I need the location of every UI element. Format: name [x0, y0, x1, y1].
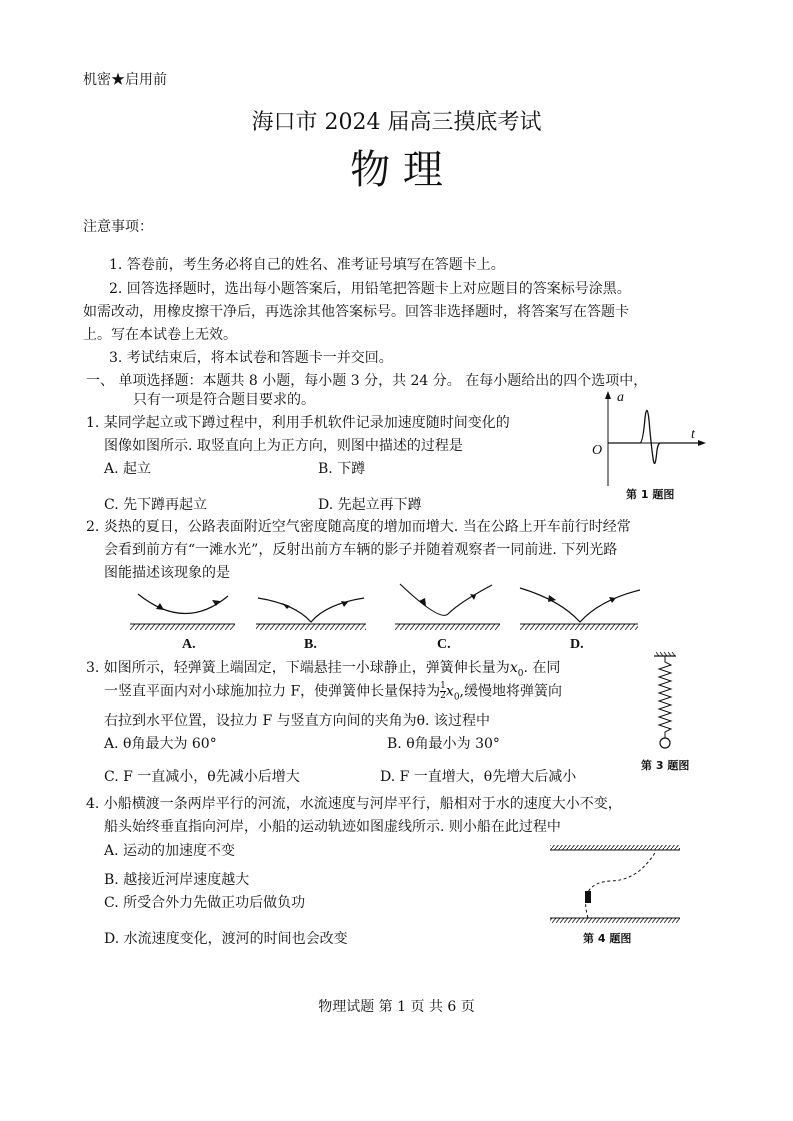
q2-option-d-diagram	[520, 588, 640, 630]
q4-option-d: D. 水流速度变化，渡河的时间也会改变	[104, 931, 348, 947]
exam-title: 海口市 2024 届高三摸底考试	[251, 110, 542, 135]
q3-stem-line-3: 右拉到水平位置，设拉力 F 与竖直方向间的夹角为θ. 该过程中	[104, 713, 490, 729]
q2-label-c: C.	[437, 637, 451, 652]
q4-figure	[548, 843, 683, 928]
note-2-line-2: 如需改动，用橡皮擦干净后，再选涂其他答案标号。回答非选择题时，将答案写在答题卡	[83, 304, 629, 320]
q2-option-c-diagram	[395, 584, 500, 630]
q3-option-c: C. F 一直减小，θ先减小后增大	[104, 769, 300, 785]
note-2-line-3: 上。写在本试卷上无效。	[83, 327, 237, 343]
q2-figure	[130, 582, 650, 637]
q3-figure	[650, 652, 680, 752]
q3-figure-caption: 第 3 题图	[641, 759, 690, 772]
q2-option-b-diagram	[256, 598, 366, 630]
q4-figure-caption: 第 4 题图	[583, 932, 632, 945]
q4-stem-line-2: 船头始终垂直指向河岸，小船的运动轨迹如图虚线所示. 则小船在此过程中	[104, 819, 561, 835]
q1-option-a: A. 起立	[104, 461, 152, 477]
q3-frac-den: 2	[440, 691, 446, 701]
page-footer: 物理试题 第 1 页 共 6 页	[318, 999, 475, 1015]
q2-label-d: D.	[570, 637, 584, 652]
q3-stem-1b: . 在同	[523, 660, 561, 676]
q3-stem-2b: ,缓慢地将弹簧向	[459, 683, 562, 700]
note-1: 1. 答卷前，考生务必将自己的姓名、准考证号填写在答题卡上。	[109, 257, 505, 273]
q1-option-d: D. 先起立再下蹲	[318, 497, 422, 513]
q2-option-a-diagram	[130, 594, 235, 630]
q4-option-a: A. 运动的加速度不变	[104, 843, 236, 859]
section-1-instruction: 只有一项是符合题目要求的。	[133, 392, 315, 408]
q1-origin-label: O	[592, 443, 603, 458]
note-2-line-1: 2. 回答选择题时，选出每小题答案后，用铅笔把答题卡上对应题目的答案标号涂黑。	[109, 281, 631, 297]
q1-stem-line-1: 1. 某同学起立或下蹲过程中，利用手机软件记录加速度随时间变化的	[86, 415, 510, 431]
q3-x0-symbol: x	[509, 660, 518, 676]
q4-stem-line-1: 4. 小船横渡一条两岸平行的河流，水流速度与河岸平行，船相对于水的速度大小不变，	[86, 796, 622, 812]
q4-option-c: C. 所受合外力先做正功后做负功	[104, 895, 306, 911]
q3-stem-2a: 一竖直平面内对小球施加拉力 F，使弹簧伸长量保持为	[104, 683, 441, 700]
q3-option-b: B. θ角最小为 30°	[387, 736, 500, 752]
section-1-header: 一、 单项选择题：本题共 8 小题，每小题 3 分，共 24 分。 在每小题给出的四个选项中，	[86, 373, 648, 389]
q2-stem-line-1: 2. 炎热的夏日，公路表面附近空气密度随高度的增加而增大. 当在公路上开车前行时经常	[86, 519, 631, 535]
q3-x0-subscript-2: 0	[453, 692, 460, 703]
q1-figure-caption: 第 1 题图	[626, 488, 675, 501]
q1-axis-a-label: a	[617, 390, 624, 405]
q1-axis-t-label: t	[691, 427, 695, 442]
q3-stem-1a: 3. 如图所示，轻弹簧上端固定，下端悬挂一小球静止，弹簧伸长量为	[86, 660, 510, 676]
q3-option-a: A. θ角最大为 60°	[104, 736, 217, 752]
q3-x0-subscript: 0	[517, 668, 524, 679]
q1-option-c: C. 先下蹲再起立	[104, 497, 208, 513]
q1-stem-line-2: 图像如图所示. 取竖直向上为正方向，则图中描述的过程是	[104, 438, 463, 454]
q4-option-b: B. 越接近河岸速度越大	[104, 872, 250, 888]
subject-title: 物 理	[350, 147, 443, 193]
q3-option-d: D. F 一直增大，θ先增大后减小	[380, 769, 577, 785]
q1-figure	[588, 388, 708, 488]
note-3: 3. 考试结束后，将本试卷和答题卡一并交回。	[109, 350, 393, 366]
q2-stem-line-3: 图能描述该现象的是	[104, 565, 230, 581]
notes-heading: 注意事项：	[83, 219, 153, 235]
q2-label-b: B.	[304, 637, 317, 652]
q3-frac-num: 1	[440, 681, 446, 691]
q2-label-a: A.	[182, 637, 196, 652]
q3-stem-line-2	[104, 682, 562, 706]
confidential-mark: 机密★启用前	[83, 72, 167, 88]
q2-stem-line-2: 会看到前方有“一滩水光”，反射出前方车辆的影子并随着观察者一同前进. 下列光路	[104, 542, 618, 558]
q3-stem-line-1	[86, 659, 560, 683]
q3-x0-symbol-2: x	[445, 683, 454, 700]
q1-option-b: B. 下蹲	[318, 461, 366, 477]
